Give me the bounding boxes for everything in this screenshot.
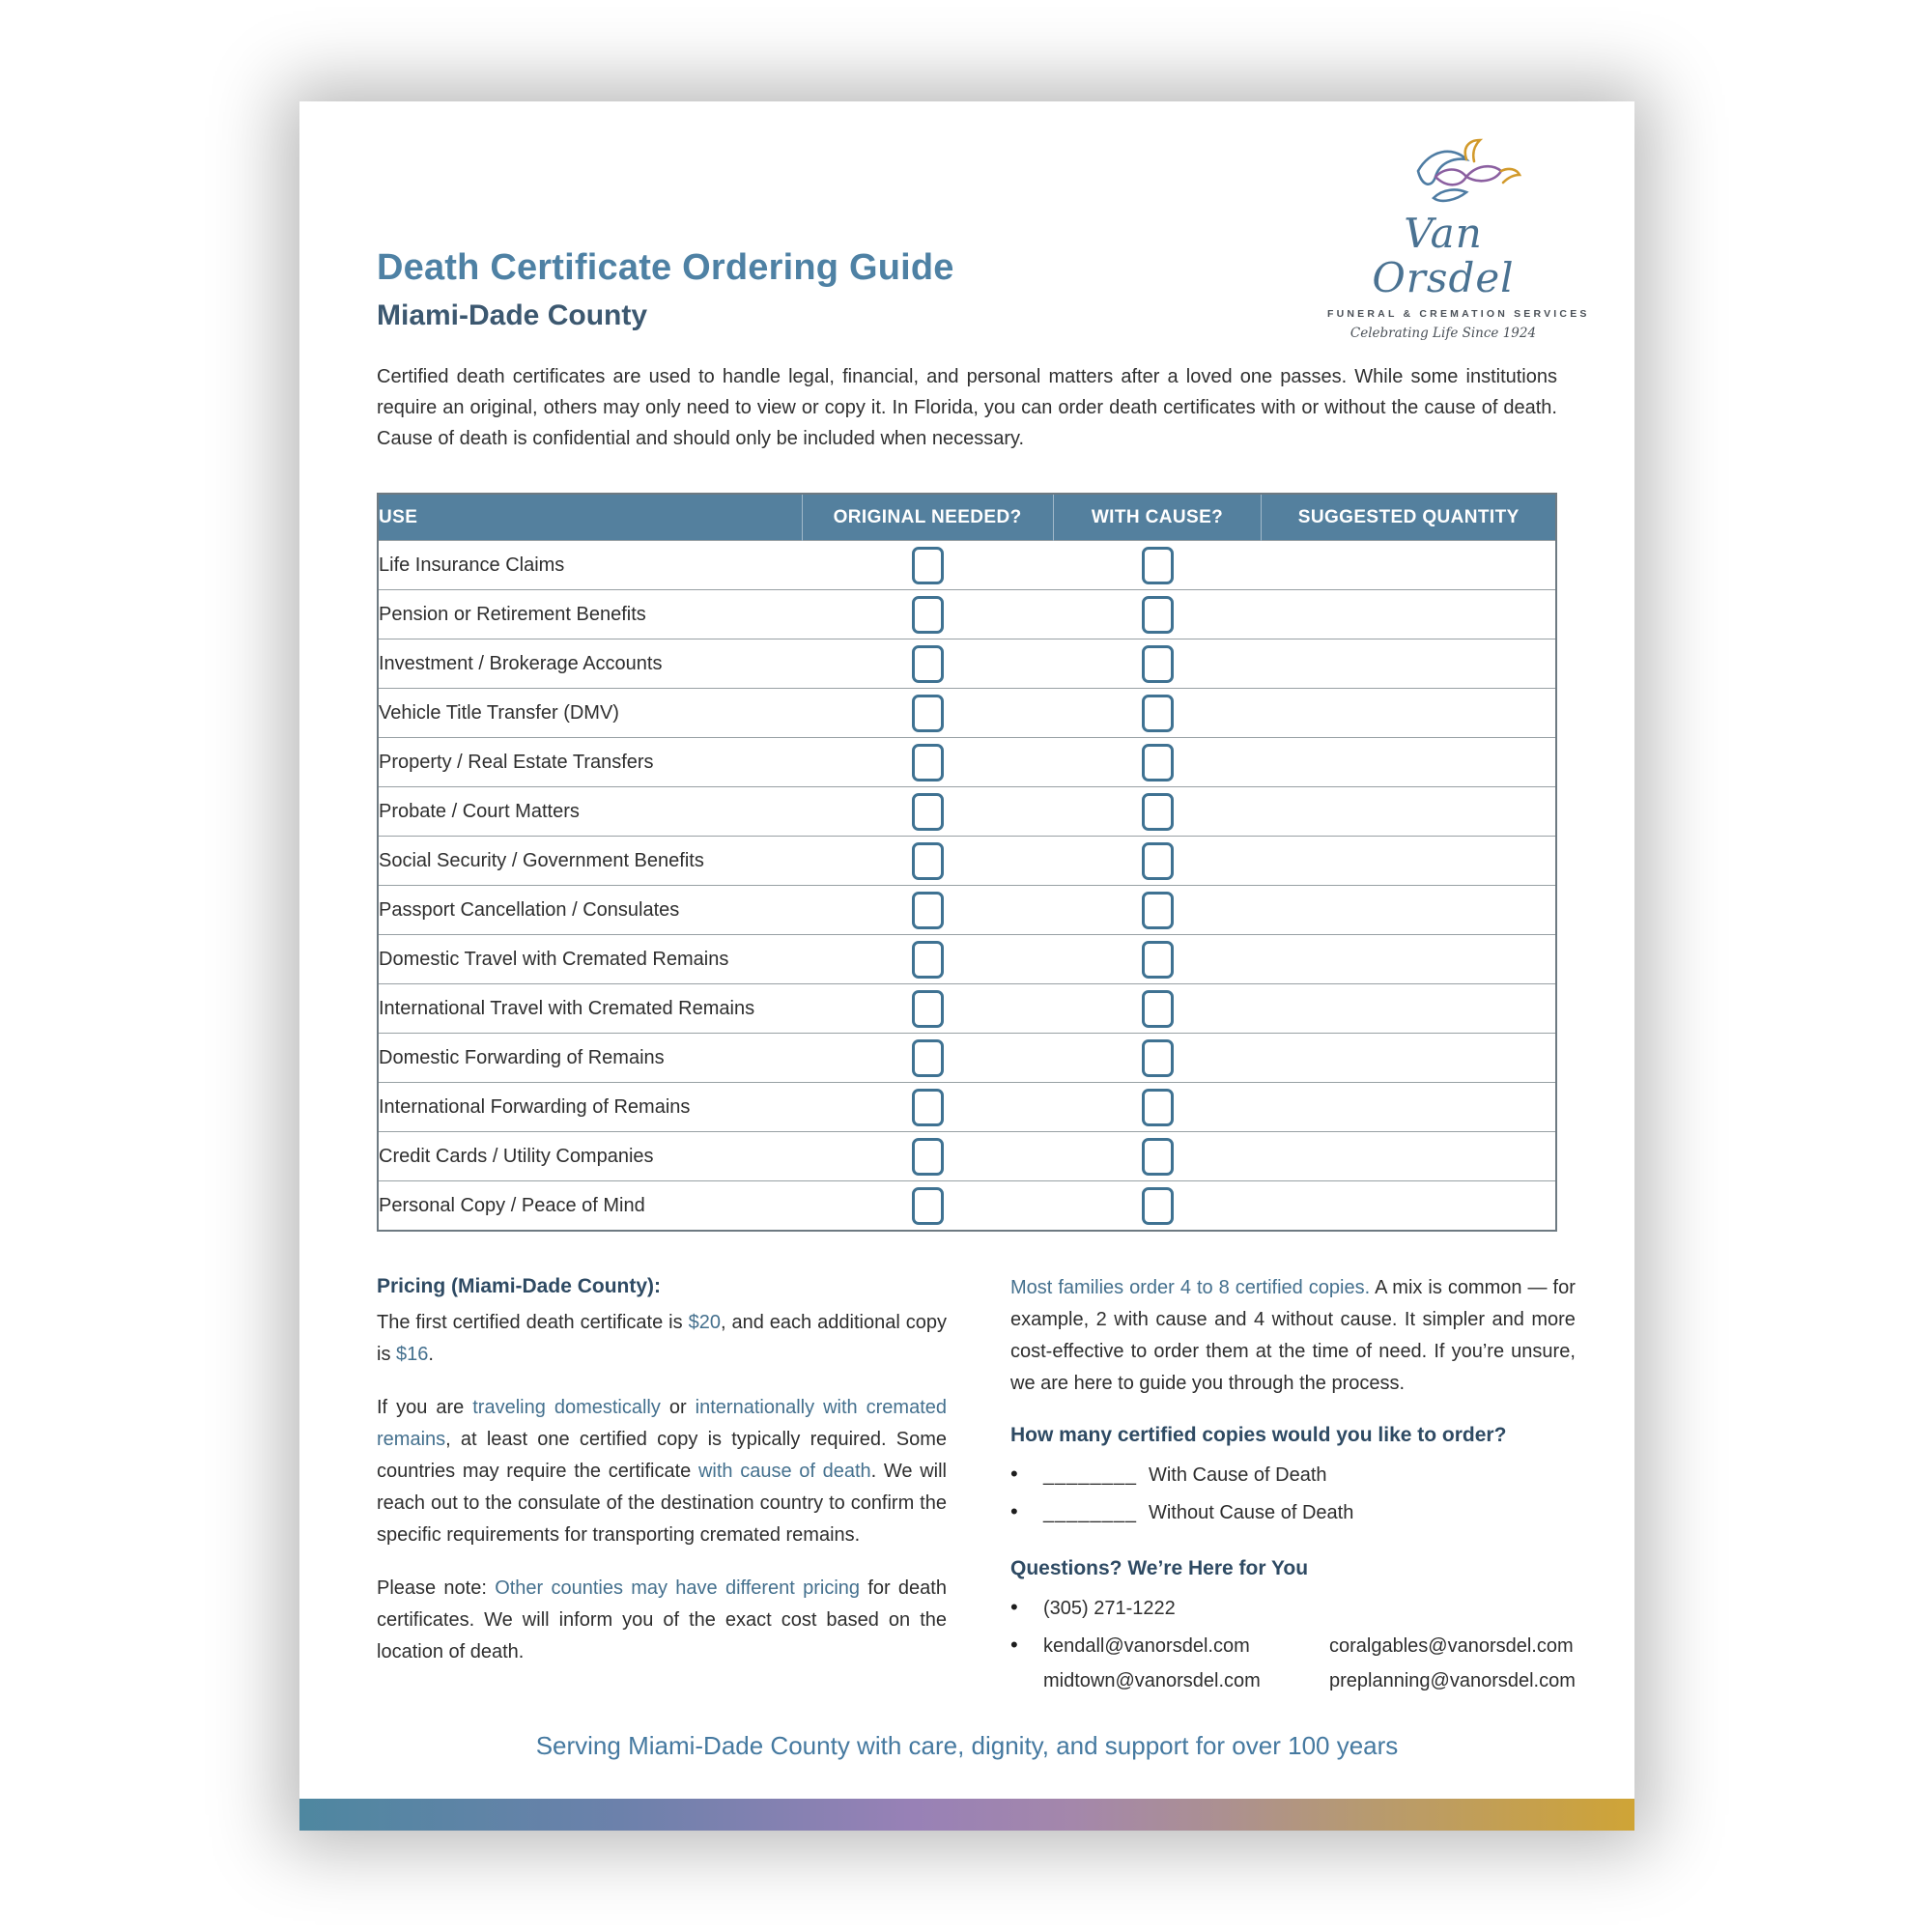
- use-label: Property / Real Estate Transfers: [379, 751, 654, 773]
- suggested-quantity-cell[interactable]: [1262, 886, 1556, 935]
- original-needed-checkbox[interactable]: [912, 1039, 944, 1077]
- with-cause-checkbox[interactable]: [1142, 941, 1174, 979]
- phone-number: (305) 271-1222: [1043, 1598, 1176, 1619]
- use-label: Life Insurance Claims: [379, 554, 565, 576]
- table-row: [378, 738, 1556, 787]
- dove-icon: [1410, 138, 1526, 213]
- copies-paragraph: Most families order 4 to 8 certified copies. A mix is common — for example, 2 with cause and 4 without cause. It simpler and more cost-effective to order them at the time of need. If you’re unsure, we are here to guide you through the process.: [1010, 1277, 1576, 1394]
- original-needed-checkbox[interactable]: [912, 645, 944, 683]
- with-cause-checkbox[interactable]: [1142, 1138, 1174, 1176]
- original-needed-checkbox[interactable]: [912, 695, 944, 732]
- use-label: Personal Copy / Peace of Mind: [379, 1194, 645, 1216]
- with-cause-checkbox[interactable]: [1142, 892, 1174, 929]
- with-cause-checkbox[interactable]: [1142, 793, 1174, 831]
- footer-tagline: Serving Miami-Dade County with care, dignity, and support for over 100 years: [535, 1731, 1399, 1760]
- bullet-icon: •: [1010, 1595, 1018, 1619]
- pricing-paragraph-2: If you are traveling domestically or internationally with cremated remains, at least one certified copy is typically required. Some countries may require the certificate with cause of death. We will reach out to the consulate of the destination country to confirm the specific requirements for transporting cremated remains.: [377, 1397, 947, 1546]
- phone-item: [1010, 1589, 1576, 1627]
- logo-tagline: FUNERAL & CREMATION SERVICES: [1327, 308, 1590, 320]
- questions-heading: Questions? We’re Here for You: [1010, 1557, 1309, 1579]
- original-needed-checkbox[interactable]: [912, 941, 944, 979]
- logo-motto: Celebrating Life Since 1924: [1350, 326, 1537, 341]
- use-label: Probate / Court Matters: [379, 800, 580, 822]
- option-label: With Cause of Death: [1148, 1464, 1327, 1486]
- copies-question-heading: How many certified copies would you like to order?: [1010, 1424, 1507, 1446]
- use-label: International Travel with Cremated Remains: [379, 997, 755, 1019]
- pricing-paragraph-3: Please note: Other counties may have different pricing for death certificates. We will inform you of the exact cost based on the location of death.: [377, 1577, 947, 1662]
- list-item: [1010, 1456, 1576, 1493]
- without-cause-quantity-blank[interactable]: ________: [1043, 1502, 1137, 1523]
- copies-options-list: [1010, 1456, 1576, 1531]
- email-grid: [1043, 1629, 1576, 1698]
- table-row: [378, 541, 1556, 590]
- table-row: [378, 935, 1556, 984]
- use-label: Passport Cancellation / Consulates: [379, 898, 680, 921]
- table-row: [378, 689, 1556, 738]
- use-label: Domestic Forwarding of Remains: [379, 1046, 665, 1068]
- original-needed-checkbox[interactable]: [912, 892, 944, 929]
- table-header-row: [378, 494, 1556, 541]
- accent-text: $20: [688, 1312, 721, 1333]
- page-subtitle: Miami-Dade County: [377, 299, 648, 331]
- table-row: [378, 1083, 1556, 1132]
- accent-text: internationally with cremated remains: [377, 1397, 947, 1450]
- with-cause-checkbox[interactable]: [1142, 645, 1174, 683]
- table-row: [378, 787, 1556, 837]
- table-row: [378, 1181, 1556, 1232]
- info-columns: [377, 1272, 1576, 1698]
- email-address: preplanning@vanorsdel.com: [1329, 1670, 1576, 1691]
- table-row: [378, 1132, 1556, 1181]
- email-address: coralgables@vanorsdel.com: [1329, 1635, 1574, 1657]
- use-label: Credit Cards / Utility Companies: [379, 1145, 654, 1167]
- use-label: Social Security / Government Benefits: [379, 849, 704, 871]
- with-cause-checkbox[interactable]: [1142, 547, 1174, 584]
- with-cause-checkbox[interactable]: [1142, 744, 1174, 781]
- accent-text: Other counties may have different pricing: [495, 1577, 861, 1599]
- column-header-suggested-quantity: SUGGESTED QUANTITY: [1262, 494, 1556, 541]
- original-needed-checkbox[interactable]: [912, 744, 944, 781]
- use-label: Domestic Travel with Cremated Remains: [379, 948, 729, 970]
- suggested-quantity-cell[interactable]: [1262, 590, 1556, 639]
- suggested-quantity-cell[interactable]: [1262, 935, 1556, 984]
- accent-text: traveling domestically: [472, 1397, 661, 1418]
- table-row: [378, 590, 1556, 639]
- with-cause-checkbox[interactable]: [1142, 842, 1174, 880]
- email-address: kendall@vanorsdel.com: [1043, 1635, 1250, 1657]
- van-orsdel-logo: [1327, 138, 1590, 341]
- bullet-icon: •: [1010, 1462, 1018, 1486]
- with-cause-checkbox[interactable]: [1142, 990, 1174, 1028]
- copies-column: [1010, 1272, 1576, 1698]
- with-cause-checkbox[interactable]: [1142, 1039, 1174, 1077]
- suggested-quantity-cell[interactable]: [1262, 837, 1556, 886]
- with-cause-quantity-blank[interactable]: ________: [1043, 1464, 1137, 1486]
- pricing-paragraph-1: The first certified death certificate is $20, and each additional copy is $16.: [377, 1312, 947, 1365]
- table-row: [378, 886, 1556, 935]
- original-needed-checkbox[interactable]: [912, 547, 944, 584]
- suggested-quantity-cell[interactable]: [1262, 1132, 1556, 1181]
- original-needed-checkbox[interactable]: [912, 1138, 944, 1176]
- original-needed-checkbox[interactable]: [912, 1089, 944, 1126]
- original-needed-checkbox[interactable]: [912, 990, 944, 1028]
- page-title: Death Certificate Ordering Guide: [377, 247, 954, 288]
- suggested-quantity-cell[interactable]: [1262, 1034, 1556, 1083]
- table-row: [378, 639, 1556, 689]
- original-needed-checkbox[interactable]: [912, 1187, 944, 1225]
- suggested-quantity-cell[interactable]: [1262, 984, 1556, 1034]
- original-needed-checkbox[interactable]: [912, 842, 944, 880]
- with-cause-checkbox[interactable]: [1142, 1187, 1174, 1225]
- original-needed-checkbox[interactable]: [912, 793, 944, 831]
- contact-list: [1010, 1589, 1576, 1698]
- column-header-use: USE: [378, 494, 802, 541]
- column-header-with-cause: WITH CAUSE?: [1053, 494, 1262, 541]
- table-row: [378, 837, 1556, 886]
- accent-text: $16: [396, 1344, 429, 1365]
- suggested-quantity-cell[interactable]: [1262, 787, 1556, 837]
- list-item: [1010, 1493, 1576, 1531]
- suggested-quantity-cell[interactable]: [1262, 738, 1556, 787]
- suggested-quantity-cell[interactable]: [1262, 639, 1556, 689]
- with-cause-checkbox[interactable]: [1142, 695, 1174, 732]
- pricing-heading: Pricing (Miami-Dade County):: [377, 1275, 662, 1297]
- table-row: [378, 984, 1556, 1034]
- email-item: [1010, 1627, 1576, 1698]
- bullet-icon: •: [1010, 1633, 1018, 1657]
- original-needed-checkbox[interactable]: [912, 596, 944, 634]
- use-table: [377, 493, 1557, 1232]
- accent-text: Most families order 4 to 8 certified copies.: [1010, 1277, 1371, 1298]
- document-page: [299, 101, 1634, 1831]
- with-cause-checkbox[interactable]: [1142, 1089, 1174, 1126]
- footer-gradient-bar: [299, 1799, 1634, 1831]
- intro-paragraph: Certified death certificates are used to handle legal, financial, and personal matters after a loved one passes. While some institutions require an original, others may only need to view or copy it. In Florida, you can order death certificates with or without the cause of death. Cause of death is confidential and should only be included when necessary.: [377, 366, 1557, 449]
- suggested-quantity-cell[interactable]: [1262, 689, 1556, 738]
- suggested-quantity-cell[interactable]: [1262, 1083, 1556, 1132]
- email-address: midtown@vanorsdel.com: [1043, 1670, 1261, 1691]
- use-label: Investment / Brokerage Accounts: [379, 652, 663, 674]
- use-label: Pension or Retirement Benefits: [379, 603, 646, 625]
- use-label: International Forwarding of Remains: [379, 1095, 691, 1118]
- suggested-quantity-cell[interactable]: [1262, 1181, 1556, 1232]
- option-label: Without Cause of Death: [1148, 1502, 1354, 1523]
- logo-wordmark: Van Orsdel: [1372, 210, 1515, 301]
- pricing-column: [377, 1272, 947, 1698]
- with-cause-checkbox[interactable]: [1142, 596, 1174, 634]
- bullet-icon: •: [1010, 1499, 1018, 1523]
- table-row: [378, 1034, 1556, 1083]
- use-table-body: [378, 541, 1556, 1232]
- accent-text: with cause of death: [697, 1461, 871, 1482]
- column-header-original-needed: ORIGINAL NEEDED?: [802, 494, 1053, 541]
- suggested-quantity-cell[interactable]: [1262, 541, 1556, 590]
- use-label: Vehicle Title Transfer (DMV): [379, 701, 619, 724]
